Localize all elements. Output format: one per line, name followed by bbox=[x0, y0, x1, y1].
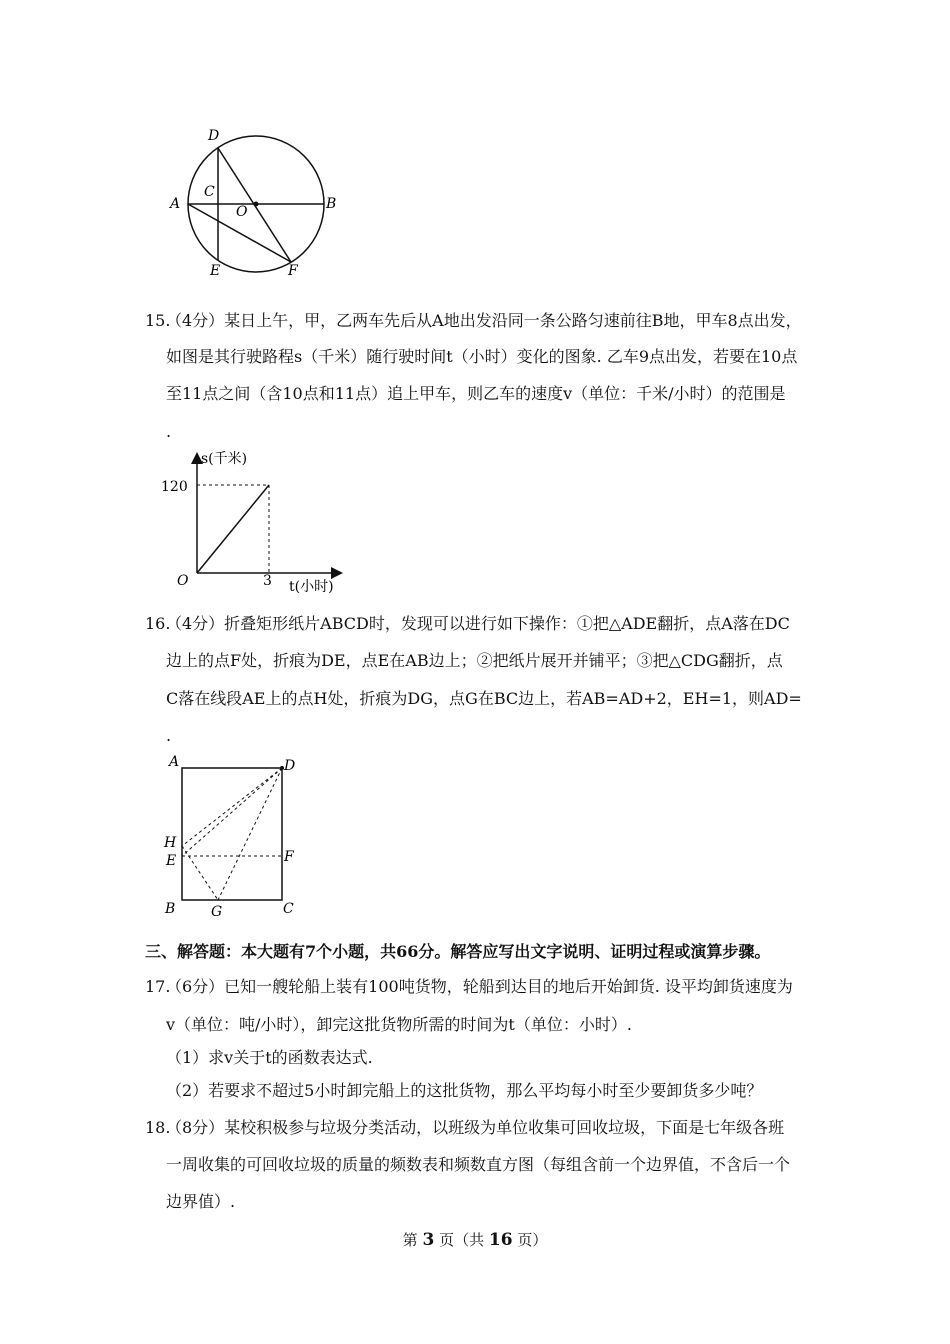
rectangle-abcd bbox=[182, 768, 282, 900]
q17-line-2: v（单位：吨/小时），卸完这批货物所需的时间为t（单位：小时）. bbox=[166, 1015, 632, 1034]
q15-line-3: 至11点之间（含10点和11点）追上甲车，则乙车的速度v（单位：千米/小时）的范围是 bbox=[166, 384, 786, 403]
q18-line-2: 一周收集的可回收垃圾的质量的频数表和频数直方图（每组含前一个边界值，不含后一个 bbox=[166, 1155, 791, 1174]
footer-suffix: 页） bbox=[517, 1231, 548, 1249]
segment-dg bbox=[218, 768, 282, 900]
rectangle-fold-figure bbox=[155, 750, 315, 925]
label-d: D bbox=[284, 758, 296, 774]
q17-line-1: （6分）已知一艘轮船上装有100吨货物，轮船到达目的地后开始卸货. 设平均卸货速度为 bbox=[166, 977, 793, 996]
circle-chord-figure bbox=[160, 120, 350, 285]
q18-line-1: （8分）某校积极参与垃圾分类活动，以班级为单位收集可回收垃圾，下面是七年级各班 bbox=[166, 1118, 785, 1137]
label-c: C bbox=[204, 184, 215, 200]
q18-number: 18. bbox=[145, 1118, 171, 1137]
q18-line-3: 边界值）. bbox=[166, 1192, 236, 1211]
q16-line-3: C落在线段AE上的点H处，折痕为DG，点G在BC边上，若AB=AD+2，EH=1，则AD= bbox=[166, 689, 802, 708]
segment-hg bbox=[182, 846, 218, 900]
q15-line-4: . bbox=[166, 422, 172, 441]
label-f: F bbox=[288, 263, 298, 279]
segment-dh bbox=[182, 768, 282, 846]
y-axis-label: s(千米) bbox=[201, 451, 248, 467]
label-b: B bbox=[165, 901, 176, 917]
footer-total-pages: 16 bbox=[488, 1230, 513, 1250]
q17-line-4: （2）若要求不超过5小时卸完船上的这批货物，那么平均每小时至少要卸货多少吨？ bbox=[166, 1081, 763, 1100]
section-3-heading: 三、解答题：本大题有7个小题，共66分。解答应写出文字说明、证明过程或演算步骤。 bbox=[145, 942, 771, 961]
q16-line-1: （4分）折叠矩形纸片ABCD时，发现可以进行如下操作：①把△ADE翻折，点A落在DC bbox=[166, 614, 790, 633]
label-g: G bbox=[211, 904, 223, 920]
footer-prefix: 第 bbox=[402, 1231, 418, 1249]
y-tick-120: 120 bbox=[161, 479, 188, 495]
page-footer bbox=[0, 1229, 950, 1250]
label-d: D bbox=[208, 128, 220, 144]
label-b: B bbox=[326, 196, 337, 212]
q17-number: 17. bbox=[145, 977, 171, 996]
label-f: F bbox=[284, 849, 294, 865]
q16-line-2: 边上的点F处，折痕为DE，点E在AB边上；②把纸片展开并铺平；③把△CDG翻折，点 bbox=[166, 651, 783, 670]
label-h: H bbox=[164, 835, 177, 851]
footer-mid: 页（共 bbox=[439, 1231, 485, 1249]
q17-line-3: （1）求v关于t的函数表达式. bbox=[166, 1048, 373, 1067]
label-e: E bbox=[166, 853, 177, 869]
label-o: O bbox=[236, 204, 248, 220]
label-c: C bbox=[283, 901, 294, 917]
footer-page-number: 3 bbox=[422, 1230, 435, 1250]
q16-line-4: . bbox=[166, 726, 172, 745]
q16-number: 16. bbox=[145, 614, 171, 633]
q15-number: 15. bbox=[145, 311, 171, 330]
series-line bbox=[197, 485, 269, 573]
q15-line-2: 如图是其行驶路程s（千米）随行驶时间t（小时）变化的图象. 乙车9点出发，若要在10点 bbox=[166, 347, 798, 366]
q15-line-1: （4分）某日上午，甲，乙两车先后从A地出发沿同一条公路匀速前往B地，甲车8点出发， bbox=[166, 311, 802, 330]
x-axis-label: t(小时) bbox=[289, 579, 334, 595]
distance-time-graph bbox=[155, 445, 365, 600]
segment-de bbox=[182, 768, 282, 856]
label-a: A bbox=[169, 754, 180, 770]
origin-label: O bbox=[177, 573, 189, 589]
label-a: A bbox=[170, 196, 181, 212]
x-tick-3: 3 bbox=[263, 573, 272, 589]
label-e: E bbox=[210, 263, 221, 279]
center-point bbox=[254, 202, 259, 207]
